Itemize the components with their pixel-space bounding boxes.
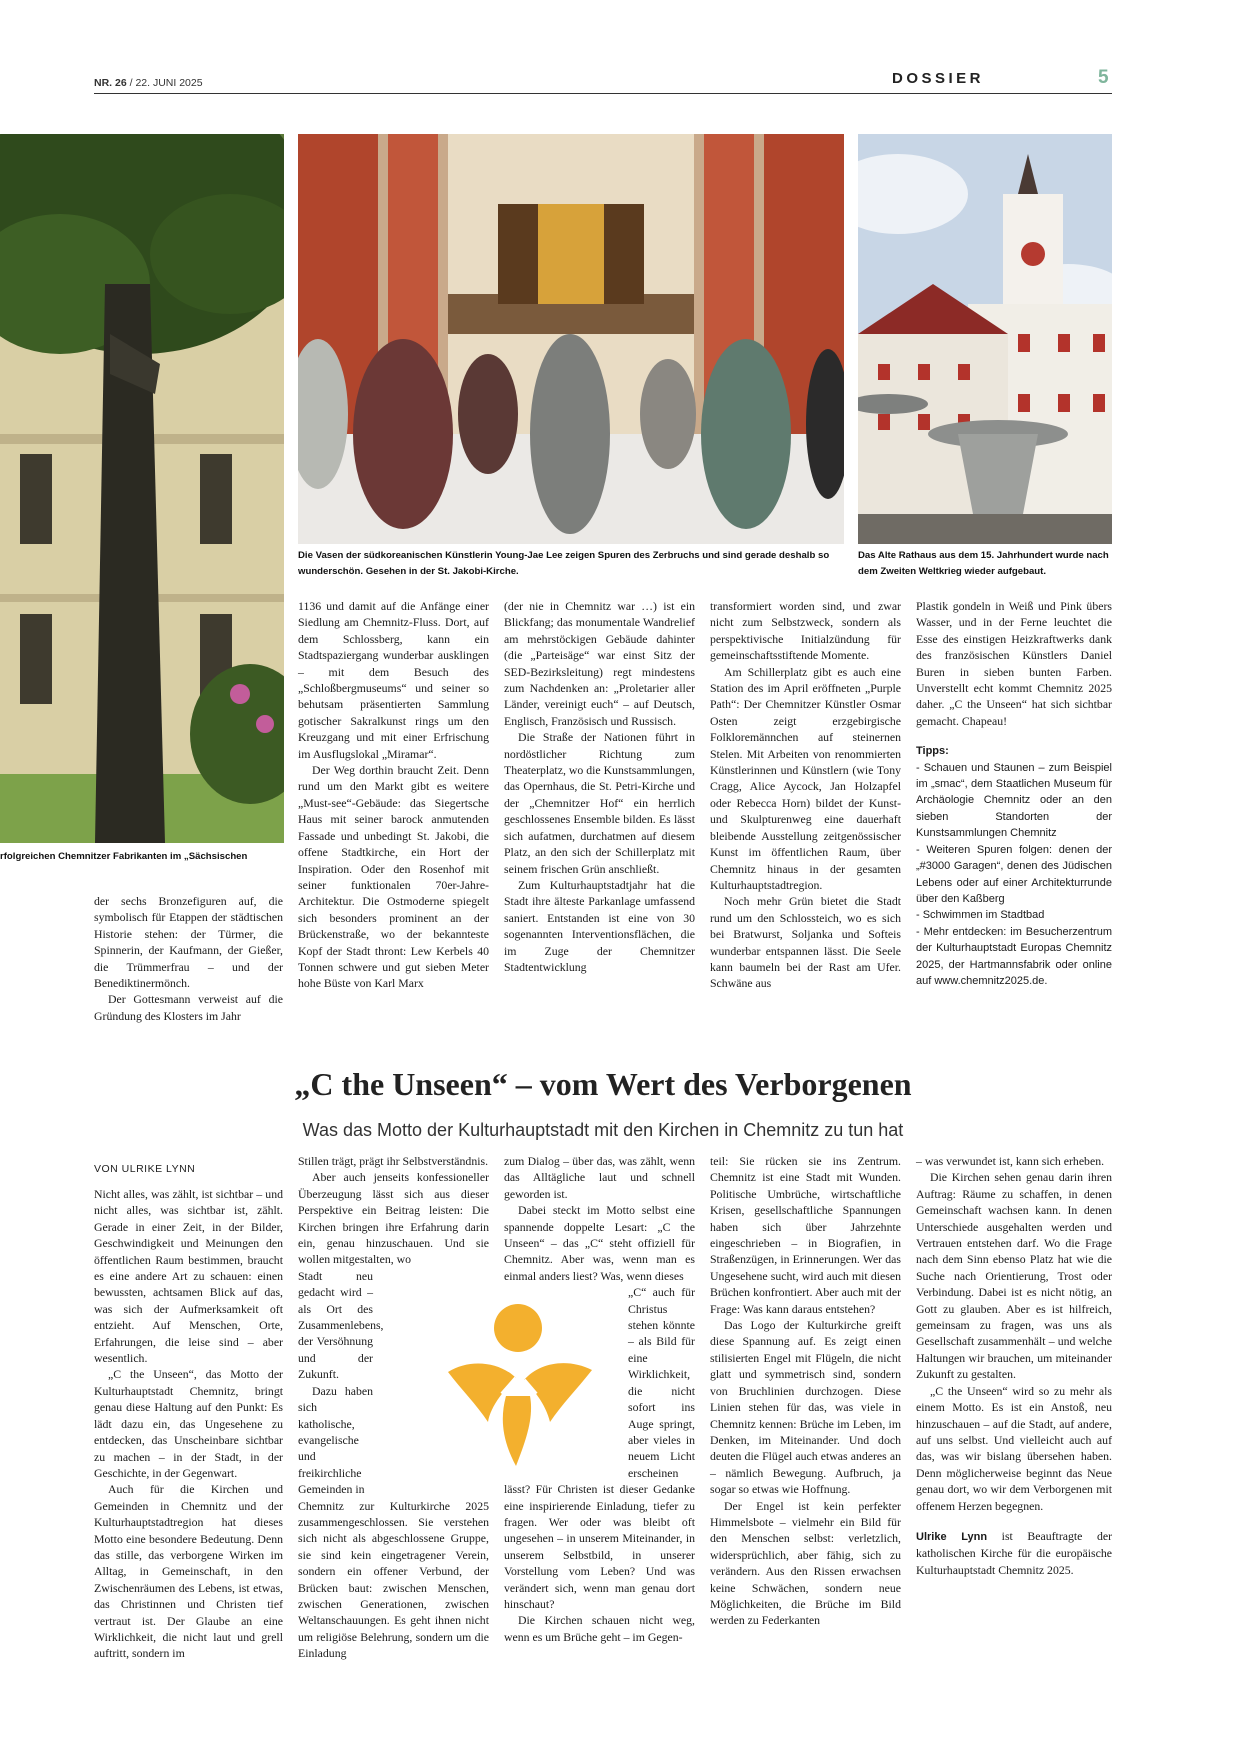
paragraph: „C the Unseen“ wird so zu mehr als einem Motto. Es ist ein Anstoß, neu hinzuschauen – auf die Stadt, auf andere, auf uns selbst. Und vielleicht auch auf das, was wir bislang übersehen haben. Denn möglicherweise beginnt das Neue genau dort, wo wir dem Verborgenen mit offenem Herzen begegnen. [916,1383,1112,1513]
caption-town-hall: Das Alte Rathaus aus dem 15. Jahrhundert wurde nach dem Zweiten Weltkrieg wieder aufgebaut. [858,550,1109,577]
author-note [916,1528,1112,1578]
paragraph: teil: Sie rücken sie ins Zentrum. Chemnitz ist eine Stadt mit Wunden. Politische Umbrüche, wirtschaftliche Krisen, gesellschaftliche Spannungen haben sich über Jahrzehnte eingeschrieben – in Biografien, in Straßenzügen, in Erinnerungen. Wer das Ungesehene sucht, wird auch mit diesen Brüchen konfrontiert. Aber auch mit der Frage: Was kann daraus entstehen? [710,1154,901,1316]
byline: VON ULRIKE LYNN [94,1163,196,1175]
paragraph: transformiert worden sind, und zwar nicht zum Selbstzweck, sondern als perspektivische Initialzündung für gemeinschaftsstiftende Momente. [710,599,901,663]
paragraph: Der Engel ist kein perfekter Himmelsbote – vielmehr ein Bild für den Menschen selbst: verletzlich, widersprüchlich, aber fähig, sich zu verändern. Aus den Rissen erwachsen keine Schwächen, sondern neue Möglichkeiten, die Brüche im Bild werden zu Federkanten [710,1498,901,1628]
photo-villa-tree [0,134,284,843]
section-title: DOSSIER [891,70,984,87]
article1-column-2 [298,598,489,992]
photo-vases-church [298,134,844,544]
paragraph: „C“ auch für Christus stehen könnte – als Bild für eine Wirklichkeit, die nicht sofort ins Auge springt, aber vieles in neuem Licht erscheinen [628,1285,695,1480]
issue-number: NR. 26 [94,77,127,89]
angel-logo-icon [440,1300,600,1470]
caption-villa: rfolgreichen Chemnitzer Fabrikanten im „Sächsischen [0,851,248,862]
paragraph: Zum Kulturhauptstadtjahr hat die Stadt ihre älteste Parkanlage umfassend saniert. Entstanden ist eine von 30 sogenannten Interventionsflächen, die im Zuge der Chemnitzer Stadtentwicklung [504,877,695,974]
tip-item: - Mehr entdecken: im Besucherzentrum der Kulturhauptstadt Europas Chemnitz 2025, der Hartmannsfabrik oder online auf www.chemnitz2025.de. [916,925,1112,987]
paragraph: Stadt neu gedacht wird – als Ort des Zusammenlebens, der Versöhnung und der Zukunft. [298,1268,384,1382]
paragraph: Auch für die Kirchen und Gemeinden in Chemnitz und der Kulturhauptstadtregion hat dieses Motto eine besondere Bedeutung. Denn das stille, das verborgene Wirken im Alltag, in Gemeinschaft, in den Zwischenräumen des Lebens, ist etwas, das Christinnen und Christen tief vertraut ist. Der Glaube an eine Wirklichkeit, die nicht laut und grell auftritt, sondern im [94,1482,283,1661]
paragraph: Noch mehr Grün bietet die Stadt rund um den Schlossteich, wo es sich bei Bratwurst, Soljanka und Softeis wunderbar entspannen lässt. Die Seele kann baumeln bei der Rast am Ufer. Schwäne aus [710,894,901,991]
paragraph: Chemnitz zur Kulturkirche 2025 zusammengeschlossen. Sie verstehen sich nicht als abgeschlossene Gruppe, sie sind kein eingetragener Verein, sondern ein offener Verbund, der Brücken baut: zwischen Menschen, zwischen Generationen, zwischen Weltanschauungen. Es geht ihnen nicht um religiöse Belehrung, sondern um die Einladung [298,1498,489,1661]
tip-item: - Schauen und Staunen – zum Beispiel im „smac“, dem Staatlichen Museum für Archäologie Chemnitz oder an den sieben Standorten der Kunstsammlungen Chemnitz [916,761,1112,840]
paragraph: der sechs Bronzefiguren auf, die symbolisch für Etappen der städtischen Historie stehen: der Türmer, die Spinnerin, der Kaufmann, der Gießer, die Trümmerfrau – und der Benediktinermönch. [94,894,283,991]
paragraph: Aber auch jenseits konfessioneller Überzeugung lässt sich aus dieser Perspektive ein Beitrag leisten: Die Kirchen bringen ihre Erfahrung darin ein, genau hinzuschauen. Und sie wollen mitgestalten, wo [298,1170,489,1267]
paragraph: Nicht alles, was zählt, ist sichtbar – und nicht alles, was sichtbar ist, zählt. Gerade in einer Zeit, in der Bilder, Geschwindigkeit und Meinungen den öffentlichen Raum bestimmen, braucht es eine andere Art zu schauen: einen bewussten, achtsamen Blick auf das, was sich der Aufmerksamkeit oft entzieht. Auf Menschen, Orte, Erfahrungen, die leise sind – aber wesentlich. [94,1187,283,1366]
paragraph: Dabei steckt im Motto selbst eine spannende doppelte Lesart: „C the Unseen“ – das „C“ steht offiziell für Chemnitz. Aber was, wenn man es einmal anders liest? Was, wenn dieses [504,1203,695,1283]
paragraph: „C the Unseen“, das Motto der Kulturhauptstadt Chemnitz, bringt genau diese Haltung auf den Punkt: Es lädt dazu ein, das Ungesehene zu entdecken, das Unscheinbare sichtbar zu machen – in der Stadt, in der Geschichte, in der Gegenwart. [94,1367,283,1480]
photo-town-hall [858,134,1112,544]
paragraph: 1136 und damit auf die Anfänge einer Siedlung am Chemnitz-Fluss. Dort, auf dem Schlossberg, kann ein Stadtspaziergang wunderbar ausklingen – mit dem Besuch des „Schloßbergmuseums“ und seiner so behutsam präsentierten Sammlung gotischer Sakralkunst rings um den Kreuzgang und mit einer Erfrischung im Ausflugslokal „Miramar“. [298,599,489,761]
paragraph: zum Dialog – über das, was zählt, wenn das Alltägliche laut und schnell geworden ist. [504,1154,695,1201]
author-name: Ulrike Lynn [916,1530,988,1543]
paragraph: Der Gottesmann verweist auf die Gründung des Klosters im Jahr [94,992,283,1023]
article-headline: „C the Unseen“ – vom Wert des Verborgenen [294,1066,912,1102]
article1-column-1 [94,893,283,1024]
tip-item: - Weiteren Spuren folgen: denen der „#3000 Garagen“, denen des Jüdischen Lebens oder auf einer Architekturrunde über den Kaßberg [916,843,1112,905]
article-subheadline: Was das Motto der Kulturhauptstadt mit den Kirchen in Chemnitz zu tun hat [302,1120,904,1140]
paragraph: Plastik gondeln in Weiß und Pink übers Wasser, und in der Ferne leuchtet die Esse des einstigen Heizkraftwerks dank des französischen Künstlers Daniel Buren in sieben bunten Farben. Unverstellt echt kommt Chemnitz 2025 daher. „C the Unseen“ hat sich sichtbar gemacht. Chapeau! [916,599,1112,728]
paragraph: Die Straße der Nationen führt in nordöstlicher Richtung zum Theaterplatz, wo die Kunstsammlungen, das Opernhaus, die St. Petri-Kirche und der „Chemnitzer Hof“ ein herrlich geschlossenes Ensemble bilden. Es lässt sich aufatmen, durchatmen auf diesem Platz, an den sich der Schillerplatz mit seinem frischen Grün anschließt. [504,730,695,876]
tips-heading: Tipps: [916,745,949,758]
article1-column-5 [916,598,1112,989]
paragraph: Dazu haben sich katholische, evangelische und freikirchliche Gemeinden in [298,1383,373,1497]
paragraph: Am Schillerplatz gibt es auch eine Station des im April eröffneten „Purple Path“: Der Chemnitzer Künstler Osmar Osten zeigt erzgebirgische Folkloremännchen auf steinernen Stelen. Mit Arbeiten von renommierten Künstlerinnen und Künstlern (wie Tony Cragg, Alice Aycock, Jan Holzapfel oder Rebecca Horn) bildet der Kunst- und Skulpturenweg eine dauerhaft bleibende Ausstellung zeitgenössischer Kunst im öffentlichen Raum, über Chemnitz hinaus in der gesamten Kulturhauptstadtregion. [710,664,901,892]
paragraph: (der nie in Chemnitz war …) ist ein Blickfang; das monumentale Wandrelief am mehrstöckigen Gebäude dahinter (die „Parteisäge“ war einst Sitz der SED-Bezirksleitung) regt mindestens zum Nachdenken an: „Proletarier aller Länder, vereinigt euch“ – auf Deutsch, Englisch, Französisch und Russisch. [504,599,695,728]
article2-column-1 [94,1186,283,1662]
paragraph: – was verwundet ist, kann sich erheben. [916,1154,1105,1168]
article1-column-3 [504,598,695,975]
page-number: 5 [1098,67,1109,88]
paragraph: Stillen trägt, prägt ihr Selbstverständnis. [298,1154,489,1168]
paragraph: Die Kirchen schauen nicht weg, wenn es um Brüche geht – im Gegen- [504,1613,695,1644]
paragraph: Die Kirchen sehen genau darin ihren Auftrag: Räume zu schaffen, in denen Gemeinschaft wachsen kann. In denen Unterschiede ausgehalten werden und Vertrauen entstehen darf. Wo die Frage nach dem Sinn ebenso Platz hat wie die Suche nach Orientierung, Trost oder Verbindung. Dabei ist es nicht nötig, an Gott zu glauben. Aber es ist hilfreich, gemeinsam zu fragen, was uns als Gesellschaft zusammenhält – und welche Haltungen wir brauchen, um miteinander Zukunft zu gestalten. [916,1170,1112,1382]
article2-column-5 [916,1153,1112,1578]
header-rule [94,93,1112,94]
article2-column-4 [710,1153,901,1629]
author-bio: ist Beauftragte der katholischen Kirche für die europäische Kulturhauptstadt Chemnitz 2025. [916,1528,1113,1577]
caption-vases: Die Vasen der südkoreanischen Künstlerin Young-Jae Lee zeigen Spuren des Zerbruchs und sind gerade deshalb so wunderschön. Gesehen in der St. Jakobi-Kirche. [298,550,830,577]
paragraph: Das Logo der Kulturkirche greift diese Spannung auf. Es zeigt einen stilisierten Engel mit Flügeln, die nicht glatt und symmetrisch sind, sondern von Bruchlinien durchzogen. Diese Linien stehen für das, was viele in Chemnitz kennen: Brüche im Leben, im Denken, im Miteinander. Und doch deuten die Flügel auch etwas anderes an – nämlich Bewegung. Aufbruch, ja sogar so etwas wie Hoffnung. [710,1318,901,1497]
article1-column-4 [710,598,901,992]
issue-date: / 22. JUNI 2025 [129,77,203,89]
issue-info [94,77,203,89]
paragraph: Der Weg dorthin braucht Zeit. Denn rund um den Markt gibt es weitere „Must-see“-Gebäude: das Siegertsche Haus mit seiner barock anmutenden Fassade und unbedingt St. Jakobi, die offene Stadtkirche, ein Hort der Inspiration. Oder den Rosenhof mit seiner funktionalen 70er-Jahre-Architektur. Die Ostmoderne spiegelt sich besonders prominent an der Brückenstraße, wo der bekannteste Kopf der Stadt thront: Lew Kerbels 40 Tonnen schwere und gut sieben Meter hohe Büste von Karl Marx [298,763,489,991]
paragraph: lässt? Für Christen ist dieser Gedanke eine inspirierende Einladung, tiefer zu fragen. Wer oder was bleibt oft ungesehen – in unserem Miteinander, in unserem Selbstbild, in unserer Vorstellung vom Leben? Und was verändert sich, wenn man genau dort hinschaut? [504,1482,695,1611]
tip-item: - Schwimmen im Stadtbad [916,909,1045,922]
